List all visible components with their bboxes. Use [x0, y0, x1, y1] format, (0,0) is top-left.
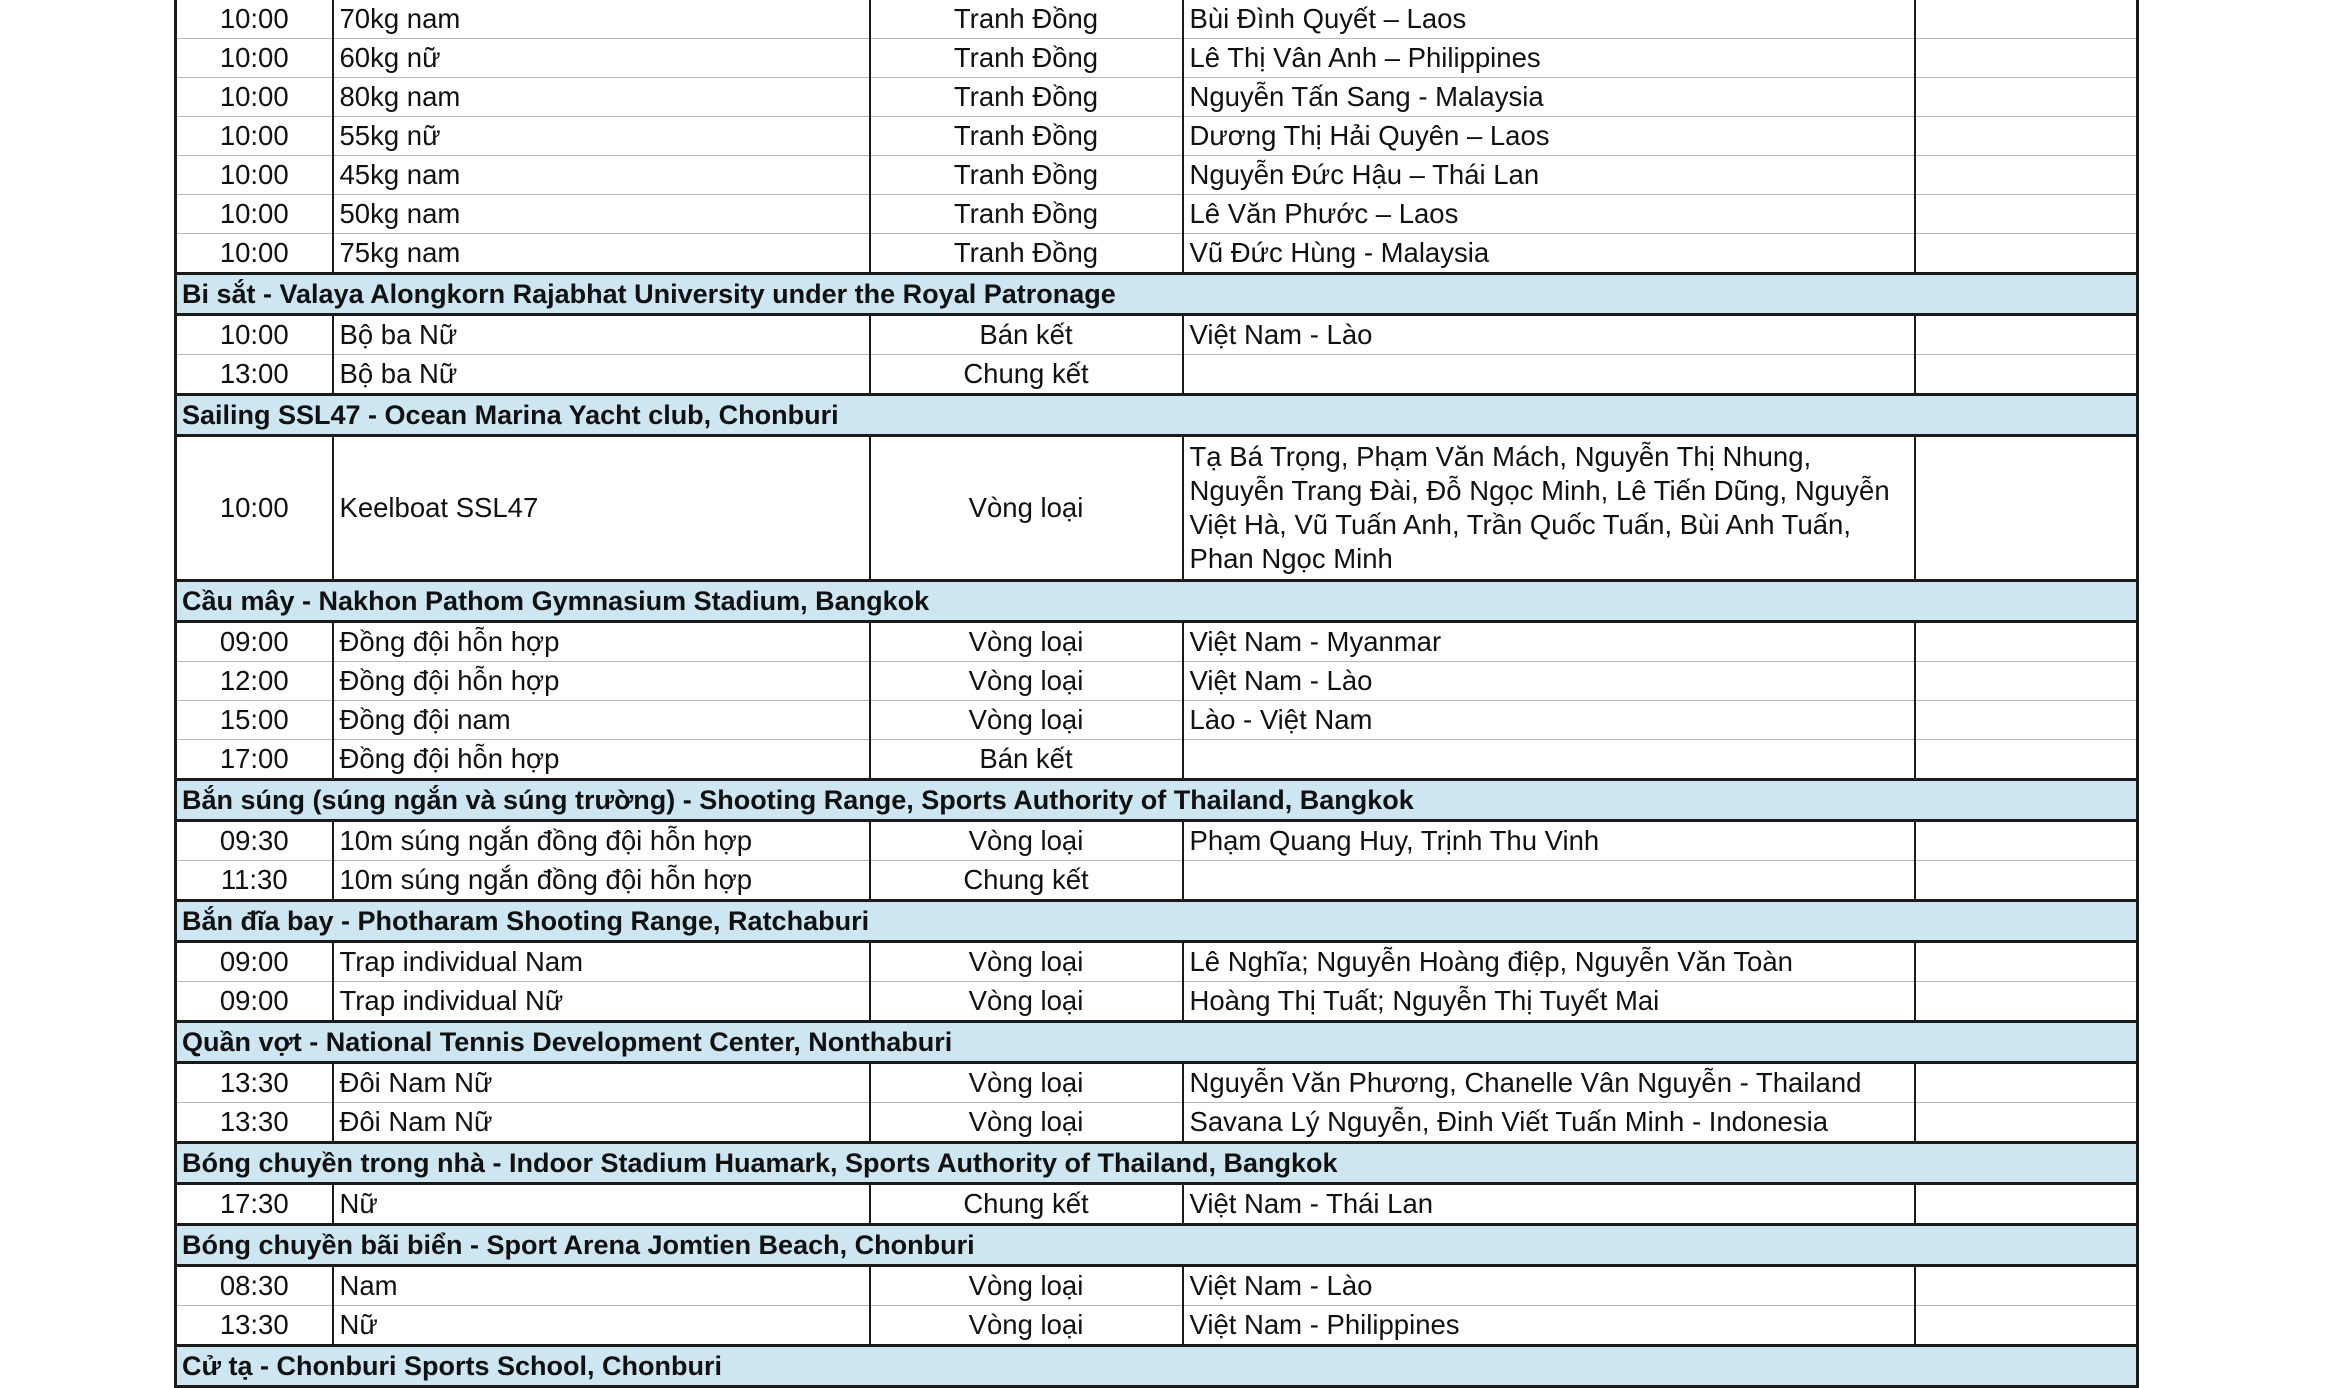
- extra-cell: [1915, 78, 2138, 117]
- round-cell: Vòng loại: [870, 1266, 1183, 1306]
- extra-cell: [1915, 662, 2138, 701]
- round-cell: Vòng loại: [870, 1103, 1183, 1143]
- section-title: Cử tạ - Chonburi Sports School, Chonburi: [176, 1346, 2138, 1387]
- extra-cell: [1915, 1306, 2138, 1346]
- time-cell: 08:30: [176, 1266, 333, 1306]
- extra-cell: [1915, 117, 2138, 156]
- time-cell: 10:00: [176, 78, 333, 117]
- extra-cell: [1915, 982, 2138, 1022]
- time-cell: 10:00: [176, 156, 333, 195]
- time-cell: 10:00: [176, 234, 333, 274]
- table-row: [176, 1103, 2138, 1143]
- time-cell: 10:00: [176, 0, 333, 39]
- extra-cell: [1915, 942, 2138, 982]
- table-row: [176, 942, 2138, 982]
- table-row: [176, 1306, 2138, 1346]
- section-title: Bóng chuyền trong nhà - Indoor Stadium Huamark, Sports Authority of Thailand, Bangkok: [176, 1143, 2138, 1184]
- event-cell: 10m súng ngắn đồng đội hỗn hợp: [333, 821, 870, 861]
- round-cell: Vòng loại: [870, 1306, 1183, 1346]
- event-cell: Bộ ba Nữ: [333, 315, 870, 355]
- round-cell: Tranh Đồng: [870, 0, 1183, 39]
- round-cell: Vòng loại: [870, 942, 1183, 982]
- time-cell: 13:00: [176, 355, 333, 395]
- round-cell: Vòng loại: [870, 982, 1183, 1022]
- round-cell: Tranh Đồng: [870, 156, 1183, 195]
- extra-cell: [1915, 740, 2138, 780]
- time-cell: 17:30: [176, 1184, 333, 1225]
- extra-cell: [1915, 861, 2138, 901]
- event-cell: Đồng đội nam: [333, 701, 870, 740]
- round-cell: Chung kết: [870, 861, 1183, 901]
- section-title: Bắn súng (súng ngắn và súng trường) - Shooting Range, Sports Authority of Thailand, Bangkok: [176, 780, 2138, 821]
- event-cell: 50kg nam: [333, 195, 870, 234]
- table-row: [176, 156, 2138, 195]
- round-cell: Vòng loại: [870, 662, 1183, 701]
- section-header: [176, 274, 2138, 315]
- time-cell: 10:00: [176, 436, 333, 581]
- section-header: [176, 395, 2138, 436]
- time-cell: 09:00: [176, 942, 333, 982]
- section-title: Bóng chuyền bãi biển - Sport Arena Jomtien Beach, Chonburi: [176, 1225, 2138, 1266]
- time-cell: 09:00: [176, 622, 333, 662]
- round-cell: Vòng loại: [870, 821, 1183, 861]
- athletes-cell: Bùi Đình Quyết – Laos: [1183, 0, 1915, 39]
- round-cell: Bán kết: [870, 740, 1183, 780]
- athletes-cell: Lào - Việt Nam: [1183, 701, 1915, 740]
- athletes-cell: Việt Nam - Lào: [1183, 1266, 1915, 1306]
- athletes-cell: Phạm Quang Huy, Trịnh Thu Vinh: [1183, 821, 1915, 861]
- section-header: [176, 1346, 2138, 1387]
- round-cell: Tranh Đồng: [870, 195, 1183, 234]
- athletes-cell: [1183, 861, 1915, 901]
- round-cell: Vòng loại: [870, 436, 1183, 581]
- time-cell: 10:00: [176, 39, 333, 78]
- event-cell: Đồng đội hỗn hợp: [333, 622, 870, 662]
- athletes-cell: Nguyễn Tấn Sang - Malaysia: [1183, 78, 1915, 117]
- event-cell: 75kg nam: [333, 234, 870, 274]
- table-row: [176, 1063, 2138, 1103]
- athletes-cell: Lê Văn Phước – Laos: [1183, 195, 1915, 234]
- section-header: [176, 901, 2138, 942]
- athletes-cell: Vũ Đức Hùng - Malaysia: [1183, 234, 1915, 274]
- athletes-cell: [1183, 355, 1915, 395]
- table-row: [176, 0, 2138, 39]
- event-cell: 70kg nam: [333, 0, 870, 39]
- extra-cell: [1915, 39, 2138, 78]
- event-cell: Nữ: [333, 1184, 870, 1225]
- section-header: [176, 1022, 2138, 1063]
- athletes-cell: Việt Nam - Lào: [1183, 315, 1915, 355]
- extra-cell: [1915, 1103, 2138, 1143]
- event-cell: Keelboat SSL47: [333, 436, 870, 581]
- event-cell: 10m súng ngắn đồng đội hỗn hợp: [333, 861, 870, 901]
- event-cell: Đôi Nam Nữ: [333, 1103, 870, 1143]
- event-cell: 60kg nữ: [333, 39, 870, 78]
- table-row: [176, 78, 2138, 117]
- table-row: [176, 1266, 2138, 1306]
- time-cell: 12:00: [176, 662, 333, 701]
- section-header: [176, 1225, 2138, 1266]
- round-cell: Tranh Đồng: [870, 78, 1183, 117]
- table-row: [176, 662, 2138, 701]
- time-cell: 13:30: [176, 1063, 333, 1103]
- round-cell: Vòng loại: [870, 1063, 1183, 1103]
- time-cell: 10:00: [176, 195, 333, 234]
- table-row: [176, 355, 2138, 395]
- extra-cell: [1915, 436, 2138, 581]
- athletes-cell: Việt Nam - Philippines: [1183, 1306, 1915, 1346]
- round-cell: Tranh Đồng: [870, 117, 1183, 156]
- time-cell: 13:30: [176, 1306, 333, 1346]
- table-row: [176, 622, 2138, 662]
- event-cell: 45kg nam: [333, 156, 870, 195]
- time-cell: 10:00: [176, 117, 333, 156]
- section-header: [176, 581, 2138, 622]
- round-cell: Chung kết: [870, 1184, 1183, 1225]
- time-cell: 09:00: [176, 982, 333, 1022]
- athletes-cell: Việt Nam - Lào: [1183, 662, 1915, 701]
- event-cell: Đôi Nam Nữ: [333, 1063, 870, 1103]
- athletes-cell: Nguyễn Văn Phương, Chanelle Vân Nguyễn - Thailand: [1183, 1063, 1915, 1103]
- extra-cell: [1915, 1063, 2138, 1103]
- athletes-cell: Lê Nghĩa; Nguyễn Hoàng điệp, Nguyễn Văn Toàn: [1183, 942, 1915, 982]
- event-cell: 55kg nữ: [333, 117, 870, 156]
- athletes-cell: Lê Thị Vân Anh – Philippines: [1183, 39, 1915, 78]
- extra-cell: [1915, 195, 2138, 234]
- table-row: [176, 982, 2138, 1022]
- extra-cell: [1915, 156, 2138, 195]
- schedule-body: [176, 0, 2138, 1387]
- extra-cell: [1915, 315, 2138, 355]
- athletes-cell: Hoàng Thị Tuất; Nguyễn Thị Tuyết Mai: [1183, 982, 1915, 1022]
- table-row: [176, 701, 2138, 740]
- event-cell: Đồng đội hỗn hợp: [333, 662, 870, 701]
- table-row: [176, 315, 2138, 355]
- table-row: [176, 740, 2138, 780]
- round-cell: Chung kết: [870, 355, 1183, 395]
- extra-cell: [1915, 0, 2138, 39]
- table-row: [176, 436, 2138, 581]
- extra-cell: [1915, 1266, 2138, 1306]
- section-title: Sailing SSL47 - Ocean Marina Yacht club, Chonburi: [176, 395, 2138, 436]
- event-cell: Bộ ba Nữ: [333, 355, 870, 395]
- extra-cell: [1915, 821, 2138, 861]
- athletes-cell: Savana Lý Nguyễn, Đinh Viết Tuấn Minh - Indonesia: [1183, 1103, 1915, 1143]
- section-title: Bắn đĩa bay - Photharam Shooting Range, Ratchaburi: [176, 901, 2138, 942]
- extra-cell: [1915, 622, 2138, 662]
- athletes-cell: [1183, 740, 1915, 780]
- extra-cell: [1915, 1184, 2138, 1225]
- athletes-cell: Tạ Bá Trọng, Phạm Văn Mách, Nguyễn Thị Nhung, Nguyễn Trang Đài, Đỗ Ngọc Minh, Lê Tiến Dũng, Nguyễn Việt Hà, Vũ Tuấn Anh, Trần Quốc Tuấn, Bùi Anh Tuấn, Phan Ngọc Minh: [1183, 436, 1915, 581]
- event-cell: Trap individual Nữ: [333, 982, 870, 1022]
- event-cell: Trap individual Nam: [333, 942, 870, 982]
- extra-cell: [1915, 355, 2138, 395]
- section-header: [176, 780, 2138, 821]
- round-cell: Vòng loại: [870, 701, 1183, 740]
- time-cell: 10:00: [176, 315, 333, 355]
- event-cell: 80kg nam: [333, 78, 870, 117]
- time-cell: 13:30: [176, 1103, 333, 1143]
- table-row: [176, 234, 2138, 274]
- table-row: [176, 117, 2138, 156]
- event-cell: Đồng đội hỗn hợp: [333, 740, 870, 780]
- section-header: [176, 1143, 2138, 1184]
- athletes-cell: Việt Nam - Myanmar: [1183, 622, 1915, 662]
- time-cell: 17:00: [176, 740, 333, 780]
- section-title: Bi sắt - Valaya Alongkorn Rajabhat University under the Royal Patronage: [176, 274, 2138, 315]
- round-cell: Tranh Đồng: [870, 234, 1183, 274]
- event-cell: Nam: [333, 1266, 870, 1306]
- table-row: [176, 821, 2138, 861]
- table-row: [176, 195, 2138, 234]
- table-row: [176, 1184, 2138, 1225]
- athletes-cell: Dương Thị Hải Quyên – Laos: [1183, 117, 1915, 156]
- athletes-cell: Việt Nam - Thái Lan: [1183, 1184, 1915, 1225]
- round-cell: Tranh Đồng: [870, 39, 1183, 78]
- section-title: Cầu mây - Nakhon Pathom Gymnasium Stadium, Bangkok: [176, 581, 2138, 622]
- extra-cell: [1915, 701, 2138, 740]
- round-cell: Vòng loại: [870, 622, 1183, 662]
- time-cell: 11:30: [176, 861, 333, 901]
- table-row: [176, 39, 2138, 78]
- section-title: Quần vợt - National Tennis Development Center, Nonthaburi: [176, 1022, 2138, 1063]
- round-cell: Bán kết: [870, 315, 1183, 355]
- table-row: [176, 861, 2138, 901]
- time-cell: 15:00: [176, 701, 333, 740]
- time-cell: 09:30: [176, 821, 333, 861]
- athletes-cell: Nguyễn Đức Hậu – Thái Lan: [1183, 156, 1915, 195]
- event-cell: Nữ: [333, 1306, 870, 1346]
- schedule-table: [174, 0, 2139, 1388]
- extra-cell: [1915, 234, 2138, 274]
